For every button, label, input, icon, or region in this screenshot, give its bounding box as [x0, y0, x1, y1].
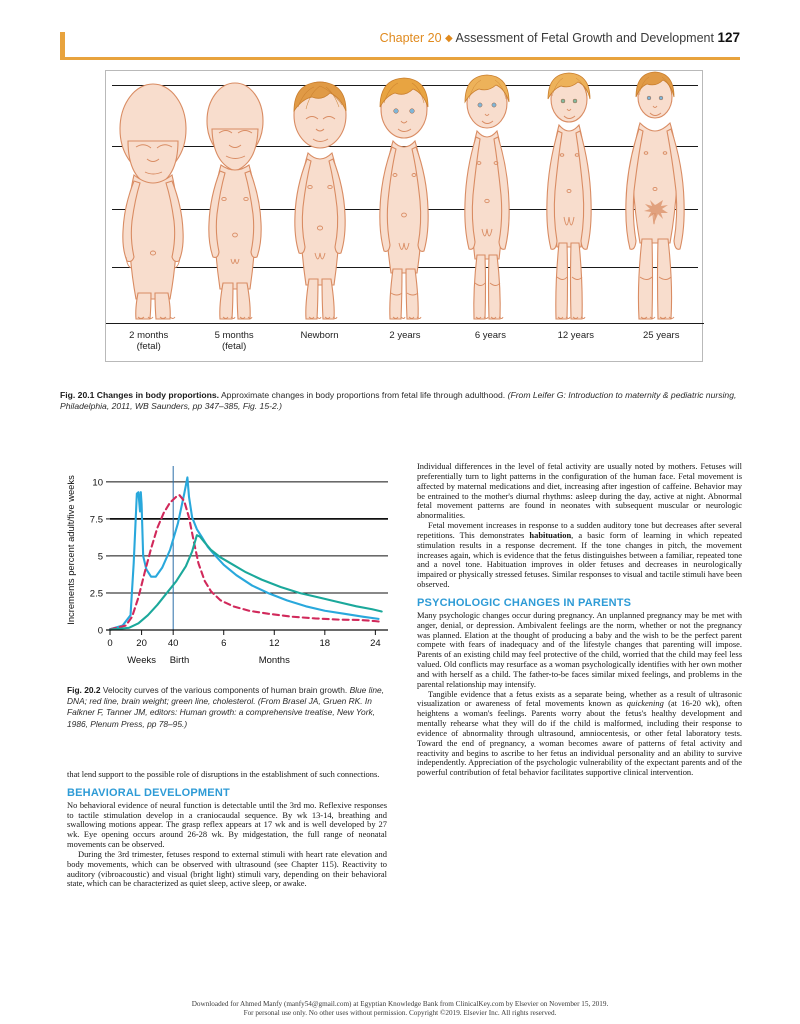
svg-text:40: 40	[167, 638, 179, 649]
fig1-caption-body: Approximate changes in body proportions from fetal life through adulthood.	[220, 390, 506, 400]
running-head	[60, 30, 740, 60]
age-label-1: 5 months (fetal)	[214, 330, 254, 352]
right-text-column	[417, 462, 742, 778]
page-footer	[0, 1000, 800, 1018]
running-head-accent-bar	[60, 32, 65, 58]
svg-text:Increments percent adult/five: Increments percent adult/five weeks	[65, 475, 76, 625]
figure-12-years	[532, 71, 606, 323]
svg-text:Weeks: Weeks	[127, 655, 157, 666]
fig1-caption-title: Changes in body proportions.	[96, 390, 220, 400]
paragraph-habituation	[417, 521, 742, 590]
svg-text:0: 0	[97, 625, 103, 637]
svg-text:0: 0	[107, 638, 113, 649]
figure-5-months-fetal	[198, 71, 272, 323]
heading-psychologic-changes: PSYCHOLOGIC CHANGES IN PARENTS	[417, 596, 632, 609]
svg-text:5: 5	[97, 551, 103, 563]
chapter-number: Chapter 20	[379, 31, 442, 45]
svg-text:2.5: 2.5	[89, 588, 103, 600]
svg-text:6: 6	[221, 638, 227, 649]
svg-text:Months: Months	[258, 655, 290, 666]
habituation-term: habituation	[529, 529, 572, 540]
brain-growth-velocity-chart	[62, 462, 392, 680]
svg-text:20: 20	[136, 638, 147, 649]
age-label-5: 12 years	[557, 330, 595, 341]
age-label-6: 25 years	[643, 330, 680, 341]
fig1-caption-label: Fig. 20.1	[60, 390, 95, 400]
svg-text:12: 12	[268, 638, 280, 649]
quickening-text-a: Tangible evidence that a fetus exists as a separate being, whether as a result of ultrasonic visualization or awareness of fetal movements known as	[417, 688, 742, 709]
figure-20-2-chart	[62, 462, 392, 680]
paragraph-quickening	[417, 690, 742, 779]
fig2-caption-legend: Blue line, DNA; red line, brain weight; green line, cholesterol.	[67, 685, 385, 707]
figure-20-1	[105, 70, 703, 362]
figure-2-months-fetal	[114, 71, 192, 323]
svg-text:7.5: 7.5	[89, 514, 103, 526]
habituation-text-b: , a basic form of learning in which repeated stimulation results in a response decrement. If the tone changes in pitch, the movement increases again, which is evidence that the fetus distinguishes between a familiar, repeated tone and a novel tone. Habituation improves in older fetuses and decreases in neurologically impaired or physically stressed fetuses. Similar responses to visual and tactile stimuli have been observed.	[417, 529, 742, 590]
figure-20-1-caption	[60, 390, 742, 413]
fig2-caption-source: (From Brasel JA, Gruen RK. In Falkner F, Tanner JM, editors: Human growth: a comprehensive treatise, New York, 1986, Plenum Press, pp 78–95.)	[67, 696, 375, 729]
age-label-0: 2 months (fetal)	[129, 330, 169, 352]
svg-text:10: 10	[92, 477, 103, 489]
figure-age-labels	[106, 323, 704, 363]
svg-text:24: 24	[370, 638, 381, 649]
paragraph-behavior-1: No behavioral evidence of neural function is detectable until the 3rd mo. Reflexive responses to tactile stimulation develop in a craniocaudal sequence. By wk 13-14, breathing and swallowing motions appear. The grasp reflex appears at 17 wk and is well developed by 27 wk. Eye opening occurs around 26-28 wk. By midgestation, the full range of neonatal movements can be observed.	[67, 799, 387, 850]
figure-2-years	[367, 71, 441, 323]
paragraph-psychologic-1: Many psychologic changes occur during pregnancy. An unplanned pregnancy may be met with anger, denial, or depression. Ambivalent feelings are the norm, whether or not the pregnancy was planned. Elation at the thought of producing a baby and the wish to be the perfect parent compete with fears of inadequacy and of the lifestyle changes that parenting will impose. Parents of an existing child may feel protective of the child, worried that the child may feel less valued. Old conflicts may resurface as a woman psychologically identifies with her own mother and with herself as a child. The father-to-be faces similar mixed feelings, and problems in the parental relationship may intensify.	[417, 609, 742, 689]
chapter-title: Assessment of Fetal Growth and Development	[455, 31, 714, 45]
running-head-text	[380, 30, 740, 45]
figure-25-years	[614, 71, 696, 323]
age-label-3: 2 years	[389, 330, 421, 341]
fig2-caption-label: Fig. 20.2	[67, 685, 101, 695]
quickening-term: quickening	[626, 698, 664, 709]
fig1-caption-source: (From Leifer G: Introduction to maternity & pediatric nursing, Philadelphia, 2011, WB Saunders, pp 347–385, Fig. 15-2.)	[60, 390, 737, 412]
figure-newborn	[282, 71, 358, 323]
heading-behavioral-development: BEHAVIORAL DEVELOPMENT	[67, 786, 230, 799]
quickening-text-b: (at 16-20 wk), often heightens a woman's feelings. Parents worry about the fetus's healthy development and mentally rehearse what they will do if the child is malformed, including their response to evidence of abnormality through ultrasound, amniocentesis, or other fetal laboratory tests. Toward the end of pregnancy, a woman becomes aware of patterns of fetal activity and reactivity and begins to ascribe to her fetus an individual personality and an ability to survive independently. Appreciation of the psychologic vulnerability of the expectant parents and of the powerful contribution of fetal behavior facilitates supportive clinical intervention.	[417, 698, 742, 778]
body-proportions-illustration	[106, 71, 704, 323]
fig2-caption-body: Velocity curves of the various components of human brain growth.	[102, 685, 348, 695]
habituation-text-a: Fetal movement increases in response to a sudden auditory tone but decreases after several repetitions. This demonstrates	[417, 520, 742, 540]
paragraph-continued: that lend support to the possible role of disruptions in the establishment of such connections.	[67, 769, 380, 779]
paragraph-behavior-2: During the 3rd trimester, fetuses respond to external stimuli with heart rate elevation and body movements, which can be observed with ultrasound (see Chapter 115). Reactivity to auditory (vibroacoustic) and visual (bright light) stimuli vary, depending on their behavioral state, which can be characterized as quiet sleep, active sleep, or awake.	[67, 848, 387, 889]
figure-6-years	[451, 71, 523, 323]
svg-text:18: 18	[319, 638, 331, 649]
age-label-4: 6 years	[474, 330, 506, 341]
page-number: 127	[717, 30, 740, 45]
footer-line-1: Downloaded for Ahmed Manfy (manfy54@gmail.com) at Egyptian Knowledge Bank from ClinicalKey.com by Elsevier on November 15, 2019.	[191, 1000, 609, 1008]
left-text-column	[67, 770, 387, 889]
diamond-separator-icon: ◆	[445, 33, 453, 44]
figure-20-2-caption	[67, 685, 385, 730]
footer-line-2: For personal use only. No other uses without permission. Copyright ©2019. Elsevier Inc. All rights reserved.	[243, 1009, 557, 1018]
svg-text:Birth: Birth	[169, 655, 190, 666]
running-head-rule	[60, 57, 740, 60]
age-label-2: Newborn	[300, 330, 339, 341]
paragraph-fetal-activity: Individual differences in the level of fetal activity are usually noted by mothers. Fetuses will preferentially turn to light patterns in the configuration of the human face. Fetal movement is affected by maternal medications and diet, increasing after ingestion of caffeine. Behavior may be entrained to the mother's diurnal rhythms: asleep during the day, active at night. Abnormal fetal movement patterns are found in neonates with subsequent muscular or neurologic abnormalities.	[417, 461, 742, 521]
